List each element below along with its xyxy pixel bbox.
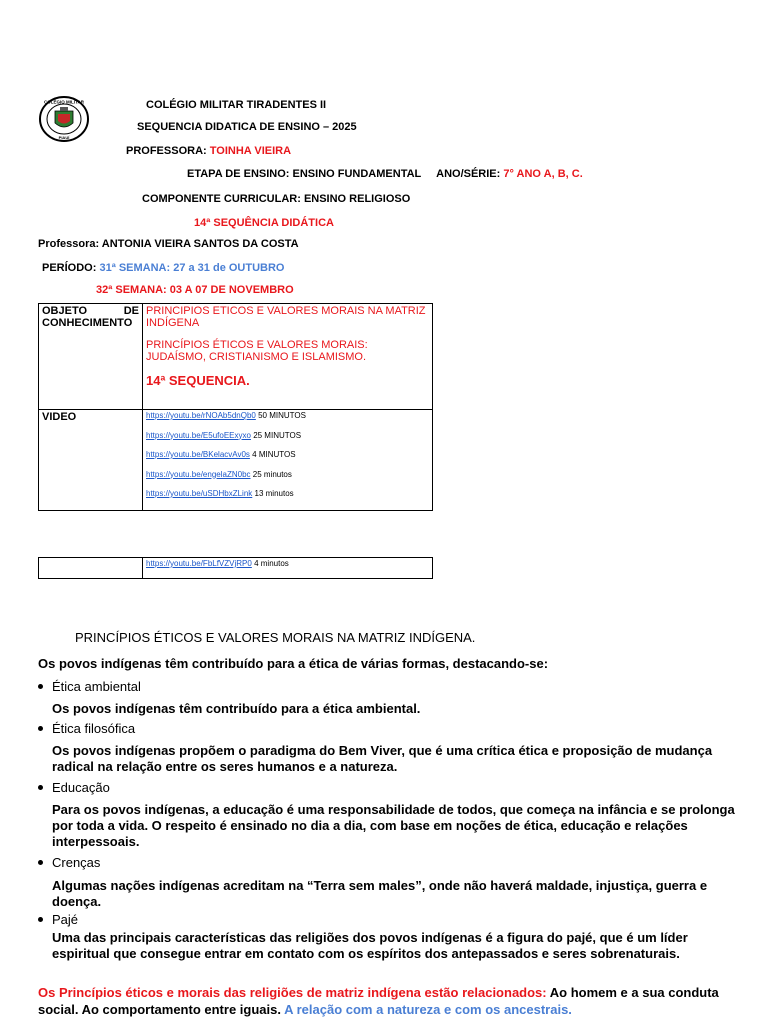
bullet-item-title: [38, 721, 135, 736]
bullet-item-title: [38, 912, 78, 927]
bullet-item-text: Para os povos indígenas, a educação é uma responsabilidade de todos, que começa na infância e se prolonga por toda a vida. O respeito é ensinado no dia a dia, com base em noções de ética, educação e relações interpessoais.: [52, 802, 735, 849]
video-duration: 13 minutos: [254, 489, 294, 498]
objeto-value-2: PRINCÍPIOS ÉTICOS E VALORES MORAIS: JUDAÍSMO, CRISTIANISMO E ISLAMISMO.: [146, 339, 368, 363]
bullet-title-text: Ética ambiental: [52, 679, 141, 694]
school-name: COLÉGIO MILITAR TIRADENTES II: [146, 99, 327, 111]
period-label: PERÍODO:: [42, 262, 97, 274]
video-link[interactable]: https://youtu.be/E5ufoEExyxo: [146, 430, 251, 440]
video-link[interactable]: https://youtu.be/uSDHbxZLink: [146, 489, 253, 498]
grade-value: 7° ANO A, B, C.: [503, 168, 583, 180]
video-duration: 4 MINUTOS: [252, 450, 296, 459]
stage-line: [187, 168, 583, 180]
extra-video-duration: 4 minutos: [254, 559, 289, 568]
logo-text-bottom: PIAUÍ: [58, 135, 70, 140]
bullet-item-title: [38, 855, 100, 870]
bullet-title-text: Pajé: [52, 912, 79, 927]
period-week-2: 32ª SEMANA: 03 A 07 DE NOVEMBRO: [96, 284, 294, 296]
closing-paragraph: [38, 984, 738, 1018]
objeto-value-1: PRINCIPIOS ETICOS E VALORES MORAIS NA MATRIZ INDÍGENA: [146, 305, 426, 329]
extra-video-table: [38, 557, 433, 579]
extra-video-row: [39, 558, 433, 579]
bullet-dot-icon: [38, 684, 43, 689]
extra-video-empty-cell: [39, 558, 143, 579]
period-week-1: 31ª SEMANA: 27 a 31 de OUTUBRO: [99, 262, 285, 274]
teacher-line: [126, 145, 291, 157]
bullet-dot-icon: [38, 785, 43, 790]
objeto-label-word-2: DE: [123, 305, 139, 317]
video-duration: 25 MINUTOS: [253, 430, 302, 440]
intro-text: Os povos indígenas têm contribuído para a ética de várias formas, destacando-se:: [38, 656, 549, 671]
closing-blue-text: A relação com a natureza e com os ancestrais.: [280, 1002, 572, 1017]
video-links-cell: [143, 410, 433, 511]
bullet-item-title: [38, 780, 110, 795]
video-item: [146, 489, 429, 509]
sequence-title: SEQUENCIA DIDATICA DE ENSINO – 2025: [137, 121, 357, 133]
component-line: COMPONENTE CURRICULAR: ENSINO RELIGIOSO: [142, 193, 411, 205]
stage-text: ETAPA DE ENSINO: ENSINO FUNDAMENTAL: [187, 168, 422, 180]
video-link[interactable]: https://youtu.be/rNOAb5dnQb0: [146, 411, 256, 420]
bullet-item-title: [38, 679, 141, 694]
bullet-title-text: Ética filosófica: [52, 721, 136, 736]
objeto-value-cell: [143, 304, 433, 410]
logo-text-top: COLÉGIO MILITAR: [44, 99, 84, 105]
video-item: [146, 411, 429, 431]
objeto-label-line-2: CONHECIMENTO: [42, 317, 133, 329]
bullet-item-text: Os povos indígenas têm contribuído para a ética ambiental.: [52, 701, 421, 716]
objeto-label-cell: [39, 304, 143, 410]
extra-video-cell: [143, 558, 433, 579]
closing-black-text: Ao homem e a sua conduta social. Ao comportamento entre iguais.: [38, 985, 719, 1017]
objeto-value-3: 14ª SEQUENCIA.: [146, 373, 250, 388]
bullet-dot-icon: [38, 860, 43, 865]
objeto-row: [39, 304, 433, 410]
video-duration: 50 MINUTOS: [258, 411, 306, 420]
section-title: PRINCÍPIOS ÉTICOS E VALORES MORAIS NA MATRIZ INDÍGENA.: [75, 630, 476, 645]
sequence-table: [38, 303, 433, 511]
closing-red-text: Os Princípios éticos e morais das religiões de matriz indígena estão relacionados:: [38, 985, 547, 1000]
full-teacher-name: Professora: ANTONIA VIEIRA SANTOS DA COSTA: [38, 238, 299, 250]
video-item: [146, 450, 429, 470]
bullet-title-text: Educação: [52, 780, 110, 795]
video-duration: 25 minutos: [252, 469, 292, 479]
grade-label: ANO/SÉRIE:: [436, 168, 501, 180]
bullet-item-text: Os povos indígenas propõem o paradigma do Bem Viver, que é uma crítica ética e proposição de mudança radical na relação entre os seres humanos e a natureza.: [52, 743, 713, 774]
video-label: VIDEO: [42, 411, 77, 423]
objeto-label-word-1: OBJETO: [42, 305, 88, 317]
video-item: [146, 470, 429, 490]
bullet-dot-icon: [38, 917, 43, 922]
video-row: [39, 410, 433, 511]
school-emblem-logo: [38, 95, 90, 143]
video-item: [146, 431, 429, 451]
bullet-title-text: Crenças: [52, 855, 101, 870]
teacher-label: PROFESSORA:: [126, 145, 207, 157]
bullet-item-text: Uma das principais características das religiões dos povos indígenas é a figura do pajé, que é um líder espiritual que consegue entrar em contato com os espíritos dos antepassados e seres sobrenaturais.: [52, 930, 688, 961]
bullet-item-text: Algumas nações indígenas acreditam na “Terra sem males”, onde não haverá maldade, injustiça, guerra e doença.: [52, 878, 708, 909]
extra-video-link[interactable]: https://youtu.be/FbLfVZVjRP0: [146, 559, 252, 568]
video-link[interactable]: https://youtu.be/BKelacvAv0s: [146, 450, 250, 459]
video-link[interactable]: https://youtu.be/engelaZN0bc: [146, 469, 251, 479]
video-label-cell: [39, 410, 143, 511]
sequence-number-title: 14ª SEQUÊNCIA DIDÁTICA: [194, 217, 334, 229]
period-line: [42, 262, 284, 274]
bullet-dot-icon: [38, 726, 43, 731]
objeto-label-line-1: [42, 305, 139, 317]
teacher-value: TOINHA VIEIRA: [209, 145, 292, 157]
